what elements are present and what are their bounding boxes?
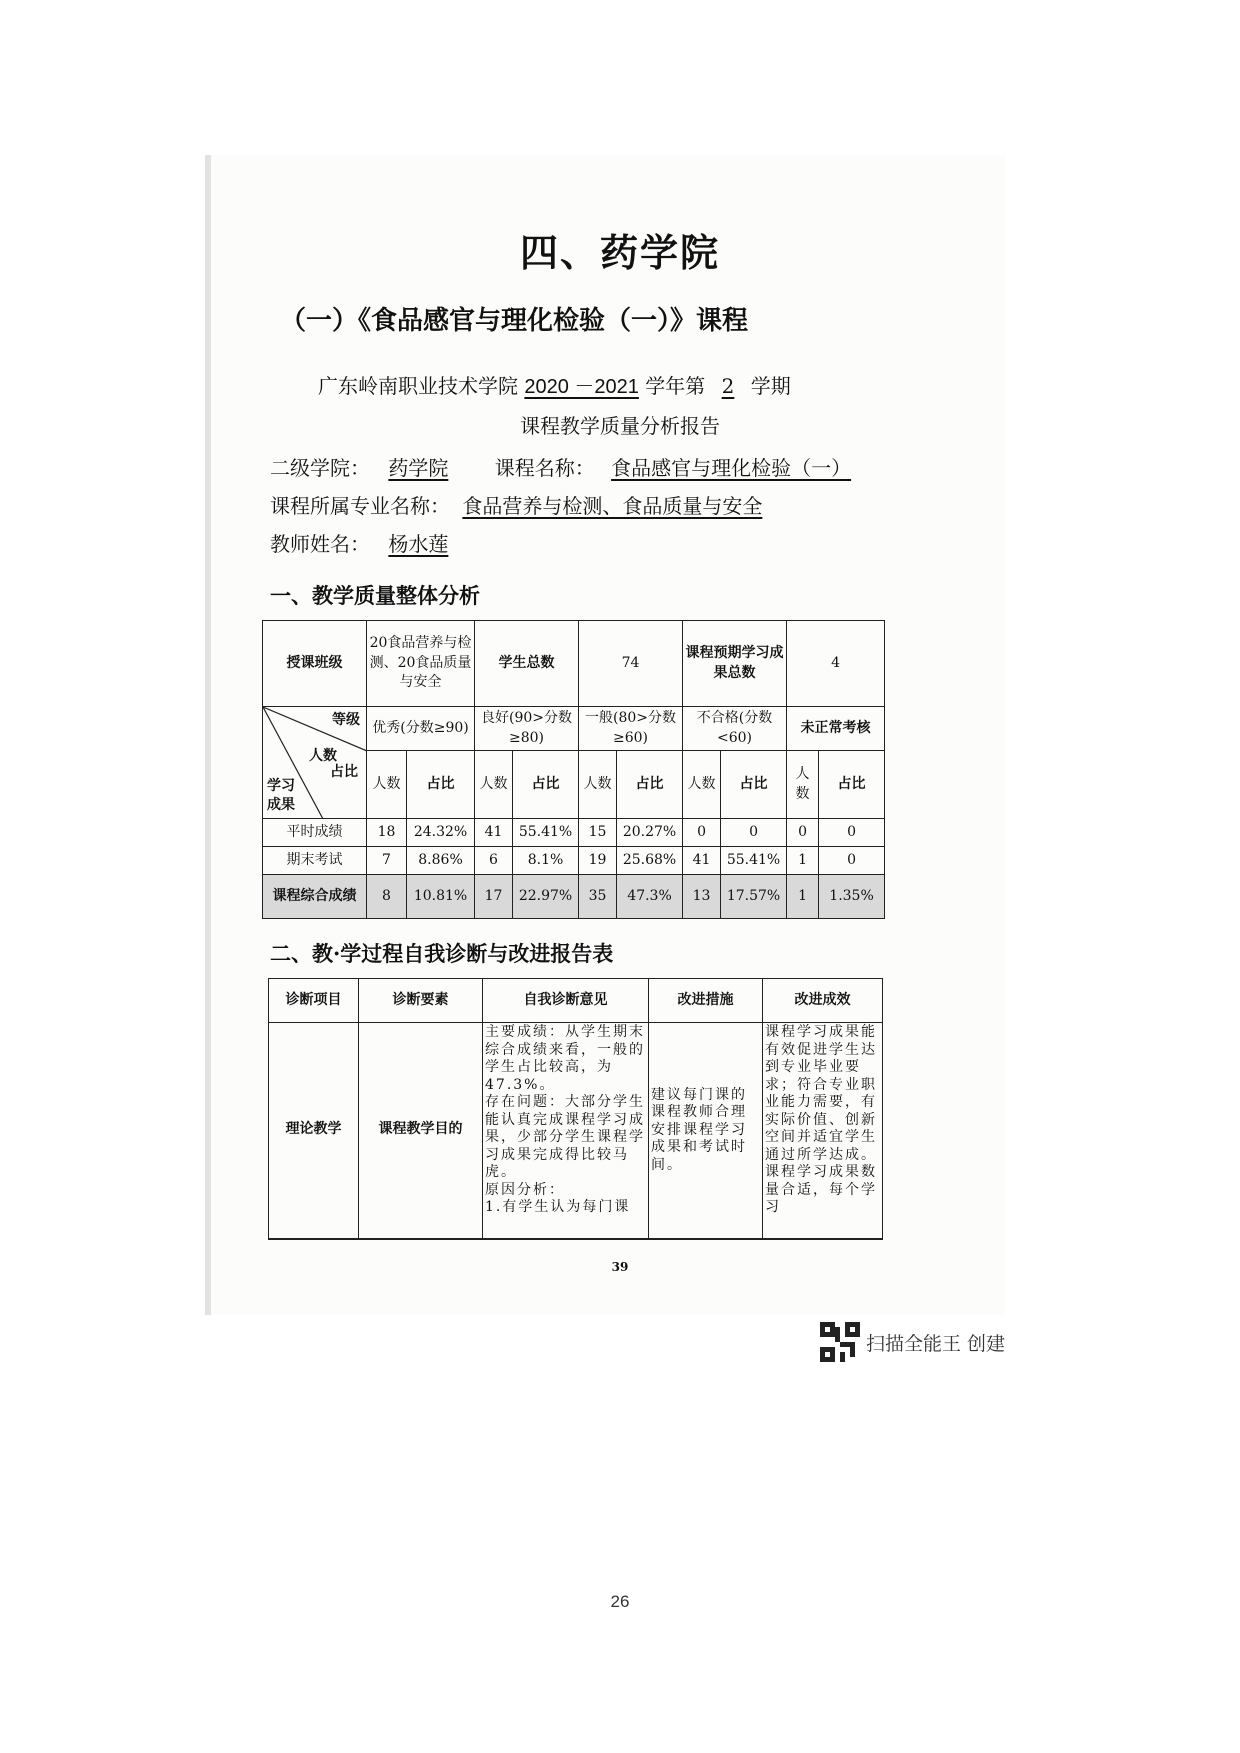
diag-item: 理论教学 — [269, 1023, 359, 1239]
cell: 10.81% — [407, 875, 475, 919]
qr-code-icon — [820, 1322, 860, 1362]
diag-grade: 等级 — [332, 712, 360, 728]
cell: 0 — [787, 819, 819, 847]
cell: 55.41% — [721, 847, 787, 875]
college-heading: 四、药学院 — [519, 230, 720, 275]
diag-ratio: 占比 — [330, 764, 358, 780]
report-title: 课程教学质量分析报告 — [520, 414, 720, 438]
count-header: 人数 — [787, 751, 819, 819]
row-label: 期末考试 — [263, 847, 367, 875]
cell: 8.1% — [513, 847, 579, 875]
ratio-header: 占比 — [513, 751, 579, 819]
table-row — [263, 847, 885, 875]
term-end-text: 学期 — [750, 374, 791, 398]
term-mid-text: 学年第 — [645, 374, 706, 398]
diagnosis-table — [268, 978, 883, 1240]
cell: 6 — [475, 847, 513, 875]
header-item: 诊断项目 — [269, 979, 359, 1023]
cell: 1 — [787, 875, 819, 919]
page-number: 26 — [610, 1592, 630, 1611]
diag-effect: 课程学习成果能有效促进学生达到专业毕业要求；符合专业职业能力需要，有实际价值、创新空间并适宜学生通过所学达成。课程学习成果数量合适，每个学习 — [763, 1023, 883, 1239]
ratio-header: 占比 — [819, 751, 885, 819]
cell: 0 — [819, 819, 885, 847]
grade-good: 良好(90>分数≥80) — [475, 707, 579, 751]
cell: 1.35% — [819, 875, 885, 919]
cell: 0 — [819, 847, 885, 875]
inner-page-number: 39 — [611, 1260, 629, 1274]
diag-opinion: 主要成绩：从学生期末综合成绩来看，一般的学生占比较高，为47.3%。 存在问题：大部分学生能认真完成课程学习成果，少部分学生课程学习成果完成得比较马虎。 原因分析： 1.有学生认为每门课 — [483, 1023, 649, 1239]
cell: 13 — [683, 875, 721, 919]
row-label: 课程综合成绩 — [263, 875, 367, 919]
total-value: 74 — [579, 621, 683, 707]
diagonal-header-cell — [263, 707, 367, 819]
grade-absent: 未正常考核 — [787, 707, 885, 751]
college-label: 二级学院： — [270, 456, 370, 480]
cell: 22.97% — [513, 875, 579, 919]
cell: 17 — [475, 875, 513, 919]
section-1-title: 一、教学质量整体分析 — [270, 583, 480, 608]
header-opinion: 自我诊断意见 — [483, 979, 649, 1023]
grade-average: 一般(80>分数≥60) — [579, 707, 683, 751]
grade-fail: 不合格(分数<60) — [683, 707, 787, 751]
quality-analysis-table — [262, 620, 885, 919]
cell: 8 — [367, 875, 407, 919]
diag-count: 人数 — [309, 748, 337, 764]
outcomes-value: 4 — [787, 621, 885, 707]
count-header: 人数 — [683, 751, 721, 819]
outcomes-label: 课程预期学习成果总数 — [683, 621, 787, 707]
cell: 15 — [579, 819, 617, 847]
cell: 35 — [579, 875, 617, 919]
row-label: 平时成绩 — [263, 819, 367, 847]
cell: 20.27% — [617, 819, 683, 847]
term-number: 2 — [721, 374, 735, 398]
ratio-header: 占比 — [617, 751, 683, 819]
header-element: 诊断要素 — [359, 979, 483, 1023]
scanner-watermark — [820, 1322, 1005, 1362]
table-row-total — [263, 875, 885, 919]
academic-years: 2020 －2021 — [524, 376, 639, 398]
cell: 0 — [683, 819, 721, 847]
header-effect: 改进成效 — [763, 979, 883, 1023]
college-value: 药学院 — [388, 456, 449, 480]
cell: 17.57% — [721, 875, 787, 919]
cell: 24.32% — [407, 819, 475, 847]
cell: 0 — [721, 819, 787, 847]
course-heading: （一）《食品感官与理化检验（一）》课程 — [280, 306, 749, 336]
count-header: 人数 — [367, 751, 407, 819]
diag-measure: 建议每门课的课程教师合理安排课程学习成果和考试时间。 — [649, 1023, 763, 1239]
cell: 55.41% — [513, 819, 579, 847]
cell: 47.3% — [617, 875, 683, 919]
table-row — [263, 819, 885, 847]
cell: 41 — [475, 819, 513, 847]
count-header: 人数 — [475, 751, 513, 819]
header-measure: 改进措施 — [649, 979, 763, 1023]
school-name: 广东岭南职业技术学院 — [318, 374, 518, 398]
cell: 18 — [367, 819, 407, 847]
major-value: 食品营养与检测、食品质量与安全 — [462, 494, 763, 518]
cell: 41 — [683, 847, 721, 875]
school-term-line — [318, 370, 791, 399]
scan-shadow-edge — [205, 155, 211, 1315]
class-label: 授课班级 — [263, 621, 367, 707]
course-value: 食品感官与理化检验（一） — [611, 456, 852, 480]
section-2-title: 二、教·学过程自我诊断与改进报告表 — [270, 941, 614, 966]
diag-element: 课程教学目的 — [359, 1023, 483, 1239]
cell: 8.86% — [407, 847, 475, 875]
total-label: 学生总数 — [475, 621, 579, 707]
major-label: 课程所属专业名称： — [270, 494, 450, 518]
cell: 25.68% — [617, 847, 683, 875]
grade-excellent: 优秀(分数≥90) — [367, 707, 475, 751]
cell: 7 — [367, 847, 407, 875]
major-line — [270, 490, 768, 519]
cell: 1 — [787, 847, 819, 875]
count-header: 人数 — [579, 751, 617, 819]
ratio-header: 占比 — [721, 751, 787, 819]
teacher-line — [270, 528, 548, 557]
ratio-header: 占比 — [407, 751, 475, 819]
teacher-label: 教师姓名： — [270, 532, 370, 556]
diag-outcome: 学习成果 — [267, 777, 295, 814]
course-label: 课程名称： — [494, 456, 595, 480]
teacher-value: 杨水莲 — [388, 532, 449, 556]
cell: 19 — [579, 847, 617, 875]
college-course-line — [270, 452, 861, 481]
watermark-text: 扫描全能王 创建 — [866, 1332, 1006, 1355]
class-value: 20食品营养与检测、20食品质量与安全 — [367, 621, 475, 707]
